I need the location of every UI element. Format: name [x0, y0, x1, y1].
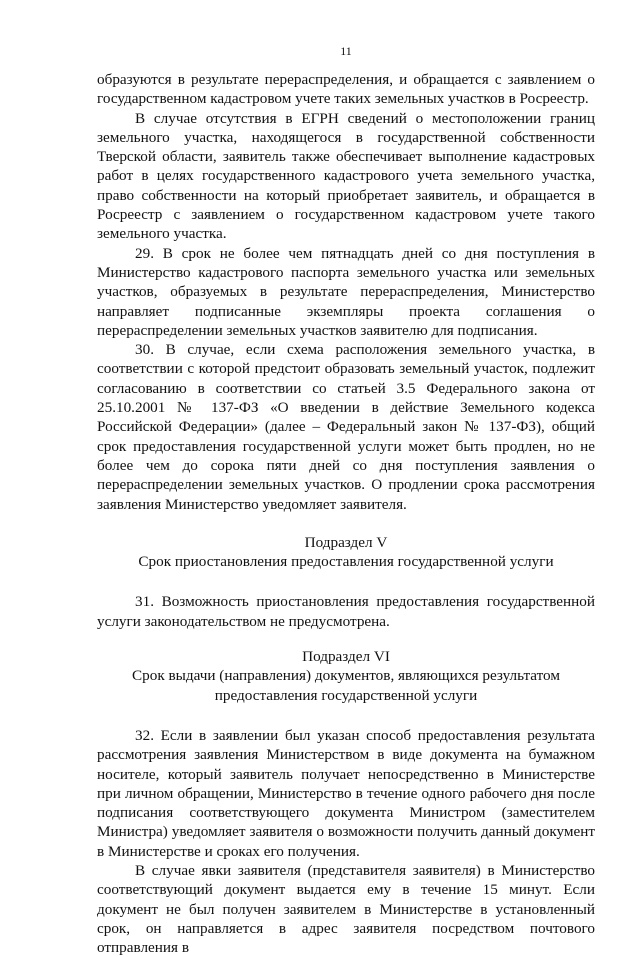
- subsection-v-number: Подраздел V: [304, 533, 388, 551]
- paragraph-continuation: образуются в результате перераспределения, и обращается с заявлением о государственном кадастровом учете таких земельных участков в Росреестр.: [97, 71, 595, 108]
- paragraph-31: 31. Возможность приостановления предоставления государственной услуги законодательством не предусмотрена.: [97, 593, 595, 630]
- paragraph-32: 32. Если в заявлении был указан способ предоставления результата рассмотрения заявления Министерством в виде документа на бумажном носителе, который заявитель получает непосредственно в Министерстве при личном обращении, Министерство в течение одного рабочего дня после подписания соответствующего документа Министром (заместителем Министра) уведомляет заявителя о возможности получить данный документ в Министерстве и сроках его получения.: [97, 726, 595, 860]
- subsection-v-title: Срок приостановления предоставления государственной услуги: [138, 553, 554, 571]
- page-number: 11: [340, 44, 352, 58]
- paragraph-30: 30. В случае, если схема расположения земельного участка, в соответствии с которой предстоит образовать земельный участок, подлежит согласованию в соответствии со статьей 3.5 Федерального закона от 25.10.2001 № 137-ФЗ «О введении в действие Земельного кодекса Российской Федерации» (далее – Федеральный закон № 137-ФЗ), общий срок предоставления государственной услуги может быть продлен, но не более чем до сорока пяти дней со дня поступления заявления о перераспределении земельных участков. О продлении срока рассмотрения заявления Министерство уведомляет заявителя.: [97, 341, 595, 513]
- subsection-vi-title: Срок выдачи (направления) документов, являющихся результатом предоставления государственной услуги: [132, 667, 560, 704]
- paragraph-egrn-absence: В случае отсутствия в ЕГРН сведений о местоположении границ земельного участка, находящегося в государственной собственности Тверской области, заявитель также обеспечивает выполнение кадастровых работ в целях государственного кадастрового учета земельного участка, право собственности на который приобретает заявитель, и обращается в Росреестр с заявлением о государственном кадастровом учете такого земельного участка.: [97, 109, 595, 243]
- paragraph-applicant-appearance: В случае явки заявителя (представителя заявителя) в Министерство соответствующий документ выдается ему в течение 15 минут. Если документ не был получен заявителем в Министерстве в установленный срок, он направляется в адрес заявителя посредством почтового отправления в: [97, 861, 595, 957]
- subsection-vi-number: Подраздел VI: [302, 648, 390, 666]
- paragraph-29: 29. В срок не более чем пятнадцать дней со дня поступления в Министерство кадастрового паспорта земельного участка или земельных участков, образуемых в результате перераспределения, Министерство направляет подписанные экземпляры проекта соглашения о перераспределении земельных участков заявителю для подписания.: [97, 244, 595, 339]
